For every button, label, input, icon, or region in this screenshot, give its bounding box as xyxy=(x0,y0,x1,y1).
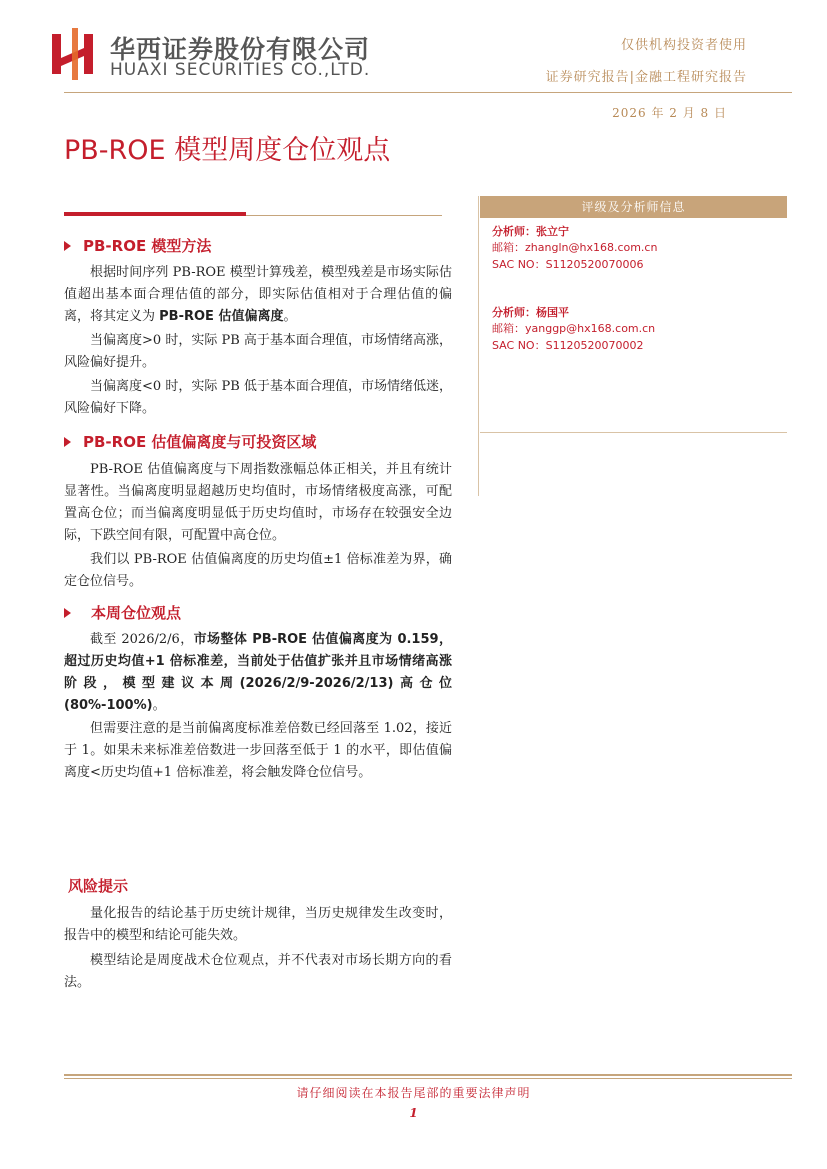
risk-paragraph-1: 量化报告的结论基于历史统计规律，当历史规律发生改变时，报告中的模型和结论可能失效。 xyxy=(64,906,452,943)
title-divider-gold xyxy=(246,215,442,216)
page-title: PB-ROE 模型周度仓位观点 xyxy=(64,135,391,166)
triangle-bullet-icon xyxy=(64,608,71,618)
method-paragraph-2: 当偏离度>0 时，实际 PB 高于基本面合理值，市场情绪高涨，风险偏好提升。 xyxy=(64,333,452,370)
deviation-paragraph-1: PB-ROE 估值偏离度与下周指数涨幅总体正相关，并且有统计显著性。当偏离度明显超越历史均值时，市场情绪极度高涨，可配置高仓位；而当偏离度明显低于历史均值时，市场存在较强安全边际，下跌空间有限，可配置中高仓位。 xyxy=(64,462,452,543)
title-divider-red xyxy=(64,212,246,216)
analyst-1-sac: SAC NO：S1120520070006 xyxy=(492,258,644,271)
method-paragraph-3: 当偏离度<0 时，实际 PB 低于基本面合理值，市场情绪低迷，风险偏好下降。 xyxy=(64,379,452,416)
risk-heading: 风险提示 xyxy=(68,877,129,895)
analyst-panel-divider xyxy=(480,432,787,433)
footer-divider xyxy=(64,1074,792,1076)
analyst-1-name: 分析师：张立宁 xyxy=(492,225,569,238)
report-date: 2026 年 2 月 8 日 xyxy=(612,106,727,120)
method-paragraph-1: 根据时间序列 PB-ROE 模型计算残差，模型残差是市场实际估值超出基本面合理估值的部分，即实际估值相对于合理估值的偏离，将其定义为 PB-ROE 估值偏离度。 xyxy=(64,265,452,324)
weekly-view-paragraph-2: 但需要注意的是当前偏离度标准差倍数已经回落至 1.02，接近于 1。如果未来标准差倍数进一步回落至低于 1 的水平，即估值偏离度<历史均值+1 倍标准差，将会触发降仓位信号。 xyxy=(64,721,452,780)
header-divider xyxy=(64,92,792,93)
analyst-2-sac: SAC NO：S1120520070002 xyxy=(492,339,644,352)
report-type: 证券研究报告|金融工程研究报告 xyxy=(545,70,747,85)
deviation-paragraph-2: 我们以 PB-ROE 估值偏离度的历史均值±1 倍标准差为界，确定仓位信号。 xyxy=(64,552,452,589)
huaxi-logo-icon xyxy=(52,28,96,80)
triangle-bullet-icon xyxy=(64,437,71,447)
analyst-panel-header: 评级及分析师信息 xyxy=(480,196,787,218)
analyst-1-email[interactable]: 邮箱：zhangln@hx168.com.cn xyxy=(492,241,658,254)
footer-divider-thin xyxy=(64,1078,792,1079)
weekly-view-paragraph-1: 截至 2026/2/6，市场整体 PB-ROE 估值偏离度为 0.159，超过历史均值+1 倍标准差，当前处于估值扩张并且市场情绪高涨阶段，模型建议本周(2026/2/9-2026/2/13)高仓位(80%-100%)。 xyxy=(64,632,452,713)
analyst-2-name: 分析师：杨国平 xyxy=(492,306,569,319)
legal-notice: 请仔细阅读在本报告尾部的重要法律声明 xyxy=(296,1086,531,1100)
investor-note: 仅供机构投资者使用 xyxy=(620,38,747,53)
analyst-2-email[interactable]: 邮箱：yanggp@hx168.com.cn xyxy=(492,322,656,335)
section-heading-weekly-view: 本周仓位观点 xyxy=(64,602,181,623)
company-name-cn: 华西证券股份有限公司 xyxy=(110,35,371,64)
risk-paragraph-2: 模型结论是周度战术仓位观点，并不代表对市场长期方向的看法。 xyxy=(64,953,452,990)
section-heading-method: PB-ROE 模型方法 xyxy=(64,235,211,256)
company-name-en: HUAXI SECURITIES CO.,LTD. xyxy=(110,60,371,80)
page-number: 1 xyxy=(409,1106,418,1120)
analyst-panel-border xyxy=(478,196,479,496)
section-heading-deviation: PB-ROE 估值偏离度与可投资区域 xyxy=(64,431,316,452)
triangle-bullet-icon xyxy=(64,241,71,251)
